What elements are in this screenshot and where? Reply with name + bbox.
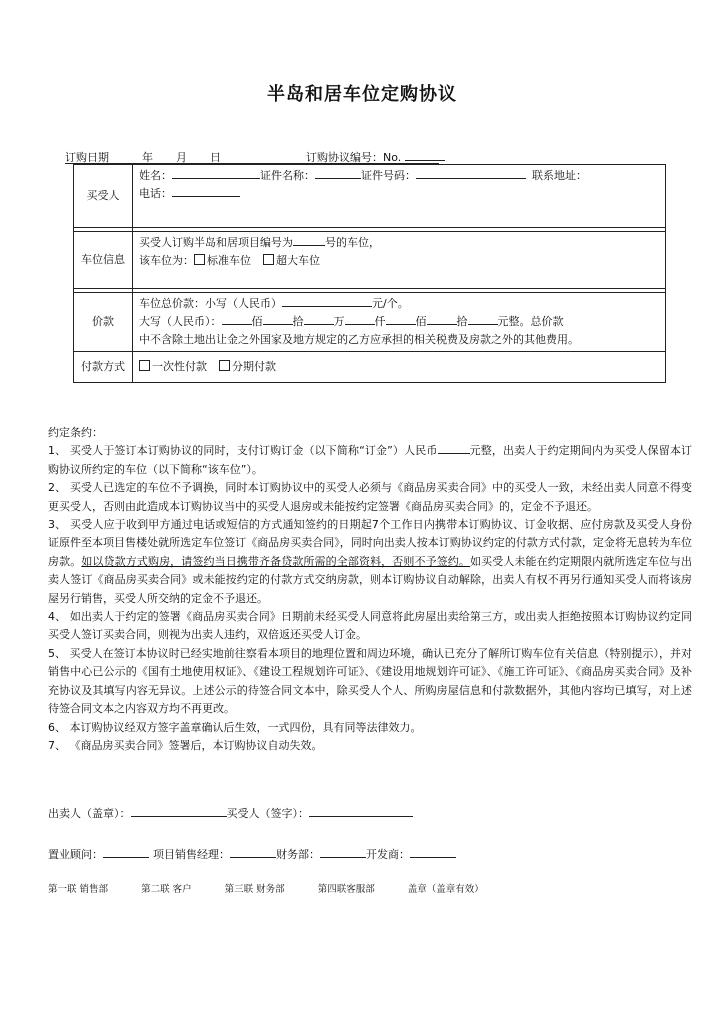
- large-label: 超大车位: [276, 254, 320, 267]
- price-line1-b: 元/个。: [372, 297, 409, 310]
- parking-row: [74, 232, 666, 289]
- phone-label: 电话：: [139, 187, 172, 200]
- price-line2-a: 大写（人民币）：: [139, 315, 222, 328]
- price-line1-a: 车位总价款：小写（人民币）: [139, 297, 282, 310]
- parking-line1-a: 买受人订购半岛和居项目编号为: [139, 236, 293, 249]
- upper-wan-field[interactable]: [304, 313, 334, 325]
- upper-bai-field[interactable]: [222, 313, 252, 325]
- clause-3-b: 如买受人未能在约定期限内就所选定车位与出卖人签订《商品房买卖合同》或未能按约定的付款方式交纳房款，则本订购协议自动解除，出卖人有权不再另行通知买受人而将该房屋另行销售，买受人所交纳的定金不予退还。: [48, 554, 693, 605]
- price-lower-field[interactable]: [282, 295, 372, 307]
- terms-heading: 约定条约：: [48, 426, 103, 439]
- unit-yuan: 元整。总价款: [497, 315, 564, 328]
- buyer-info-cell: [133, 165, 666, 228]
- clause-3-underlined: 如以贷款方式购房，请签约当日携带齐备贷款所需的全部资料，否则不予签约。: [81, 554, 471, 568]
- buyer-sign-field[interactable]: [309, 805, 413, 817]
- unit-qian: 仟: [374, 315, 386, 328]
- clause-2: 2、 买受人已选定的车位不予调换，同时本订购协议中的买受人必须与《商品房买卖合同》中的买受人一致，未经出卖人同意不得变更买受人，否则由此造成本订购协议当中的买受人退房或未能按约定签署《商品房买卖合同》的，定金不予退还。: [48, 481, 692, 513]
- clause-3: [48, 516, 692, 608]
- unit-shi: 拾: [292, 315, 304, 328]
- copy-4: 第四联客服部: [317, 884, 375, 895]
- payment-label: 付款方式: [74, 352, 133, 383]
- upper-yuan-field[interactable]: [468, 313, 498, 325]
- parking-line1-b: 号的车位，: [325, 236, 380, 249]
- terms-section: [48, 424, 692, 755]
- price-row: [74, 293, 666, 352]
- order-form-table: [73, 164, 666, 383]
- copy-2: 第二联 客户: [141, 884, 192, 895]
- name-field[interactable]: [172, 167, 260, 179]
- pay-once-label: 一次性付款: [152, 360, 207, 373]
- clause-1-a: 1、 买受人于签订本订购协议的同时，支付订购订金（以下简称“订金”）人民币: [48, 444, 438, 458]
- agreement-no-field[interactable]: [405, 149, 445, 161]
- unit-shi2: 拾: [456, 315, 468, 328]
- manager-label: 项目销售经理：: [153, 848, 230, 861]
- id-type-field[interactable]: [315, 167, 361, 179]
- developer-label: 开发商：: [366, 848, 410, 861]
- copy-distribution: [48, 881, 514, 895]
- parking-no-field[interactable]: [293, 234, 325, 246]
- address-label: 联系地址：: [532, 169, 587, 182]
- buyer-row: [74, 165, 666, 228]
- parking-line2-a: 该车位为：: [139, 254, 194, 267]
- upper-shi2-field[interactable]: [427, 313, 457, 325]
- unit-wan: 万: [333, 315, 345, 328]
- consultant-label: 置业顾问：: [48, 848, 103, 861]
- standard-label: 标准车位: [207, 254, 251, 267]
- buyer-label: 买受人: [74, 165, 133, 228]
- large-checkbox[interactable]: [263, 254, 274, 265]
- parking-label: 车位信息: [74, 232, 133, 289]
- unit-bai2: 佰: [415, 315, 427, 328]
- deposit-amount-field[interactable]: [438, 442, 470, 454]
- phone-field[interactable]: [172, 185, 240, 197]
- payment-info-cell: [133, 352, 666, 383]
- copy-3: 第三联 财务部: [224, 884, 285, 895]
- month-label: 月: [176, 151, 187, 164]
- consultant-field[interactable]: [103, 846, 149, 858]
- id-no-field[interactable]: [416, 167, 526, 179]
- price-line3: 中不含除土地出让金之外国家及地方规定的乙方应承担的相关税费及房款之外的其他费用。: [139, 333, 579, 346]
- name-label: 姓名：: [139, 169, 172, 182]
- id-no-label: 证件号码：: [361, 169, 416, 182]
- manager-field[interactable]: [230, 846, 276, 858]
- seal-note: 盖章（盖章有效）: [407, 884, 484, 895]
- seller-seal-field[interactable]: [131, 805, 227, 817]
- buyer-sign-label: 买受人（签字）：: [226, 807, 309, 820]
- clause-1: [48, 442, 692, 479]
- signature-line-1: [48, 805, 413, 821]
- payment-row: [74, 352, 666, 383]
- order-date-label: 订购日期: [65, 151, 109, 164]
- finance-label: 财务部：: [276, 848, 320, 861]
- pay-installment-checkbox[interactable]: [219, 360, 230, 371]
- signature-line-2: [48, 846, 456, 862]
- upper-bai2-field[interactable]: [386, 313, 416, 325]
- clause-4: 4、 如出卖人于约定的签署《商品房买卖合同》日期前未经买受人同意将此房屋出卖给第三方，或出卖人拒绝按照本订购协议约定同买受人签订买卖合同，则视为出卖人违约，双倍返还买受人订金。: [48, 610, 692, 642]
- clause-7: 7、 《商品房买卖合同》签署后，本订购协议自动失效。: [48, 738, 323, 752]
- day-label: 日: [210, 151, 221, 164]
- upper-qian-field[interactable]: [345, 313, 375, 325]
- price-info-cell: [133, 293, 666, 352]
- pay-once-checkbox[interactable]: [139, 360, 150, 371]
- seller-seal-label: 出卖人（盖章）：: [48, 807, 131, 820]
- price-label: 价款: [74, 293, 133, 352]
- clause-5: 5、 买受人在签订本协议时已经实地前往察看本项目的地理位置和周边环境，确认已充分了解所订购车位有关信息（特别提示），并对销售中心已公示的《国有土地使用权证》、《建设工程规划许可证》、《建设用地规划许可证》、《施工许可证》、《商品房买卖合同》及补充协议及其填写内容无异议。上述公示的待签合同文本中，除买受人个人、所购房屋信息和付款数据外，其他内容均已填写，对上述待签合同文本之内容双方均不再更改。: [48, 646, 692, 716]
- clause-3-a: 3、 买受人应于收到甲方通过电话或短信的方式通知签约的日期起7个工作日内携带本订购协议、订金收据、应付房款及买受人身份证原件至本项目售楼处就所选定车位签订《商品房买卖合同》，同时向出卖人按本订购协议约定的付款方式付款，定金将无息转为车位房款。: [48, 518, 692, 568]
- id-type-label: 证件名称：: [260, 169, 315, 182]
- agreement-no-label: 订购协议编号：No.: [306, 151, 402, 164]
- standard-checkbox[interactable]: [194, 254, 205, 265]
- parking-info-cell: [133, 232, 666, 289]
- finance-field[interactable]: [320, 846, 366, 858]
- year-label: 年: [142, 151, 153, 164]
- copy-1: 第一联 销售部: [48, 884, 109, 895]
- document-title: 半岛和居车位定购协议: [267, 84, 457, 105]
- unit-bai: 佰: [251, 315, 263, 328]
- developer-field[interactable]: [410, 846, 456, 858]
- clause-6: 6、 本订购协议经双方签字盖章确认后生效，一式四份，具有同等法律效力。: [48, 720, 422, 734]
- clause-1-b: 元整，出卖人于约定期间内为买受人保留本订购协议所约定的车位（以下简称“该车位”）。: [48, 444, 693, 476]
- pay-installment-label: 分期付款: [232, 360, 276, 373]
- upper-shi-field[interactable]: [263, 313, 293, 325]
